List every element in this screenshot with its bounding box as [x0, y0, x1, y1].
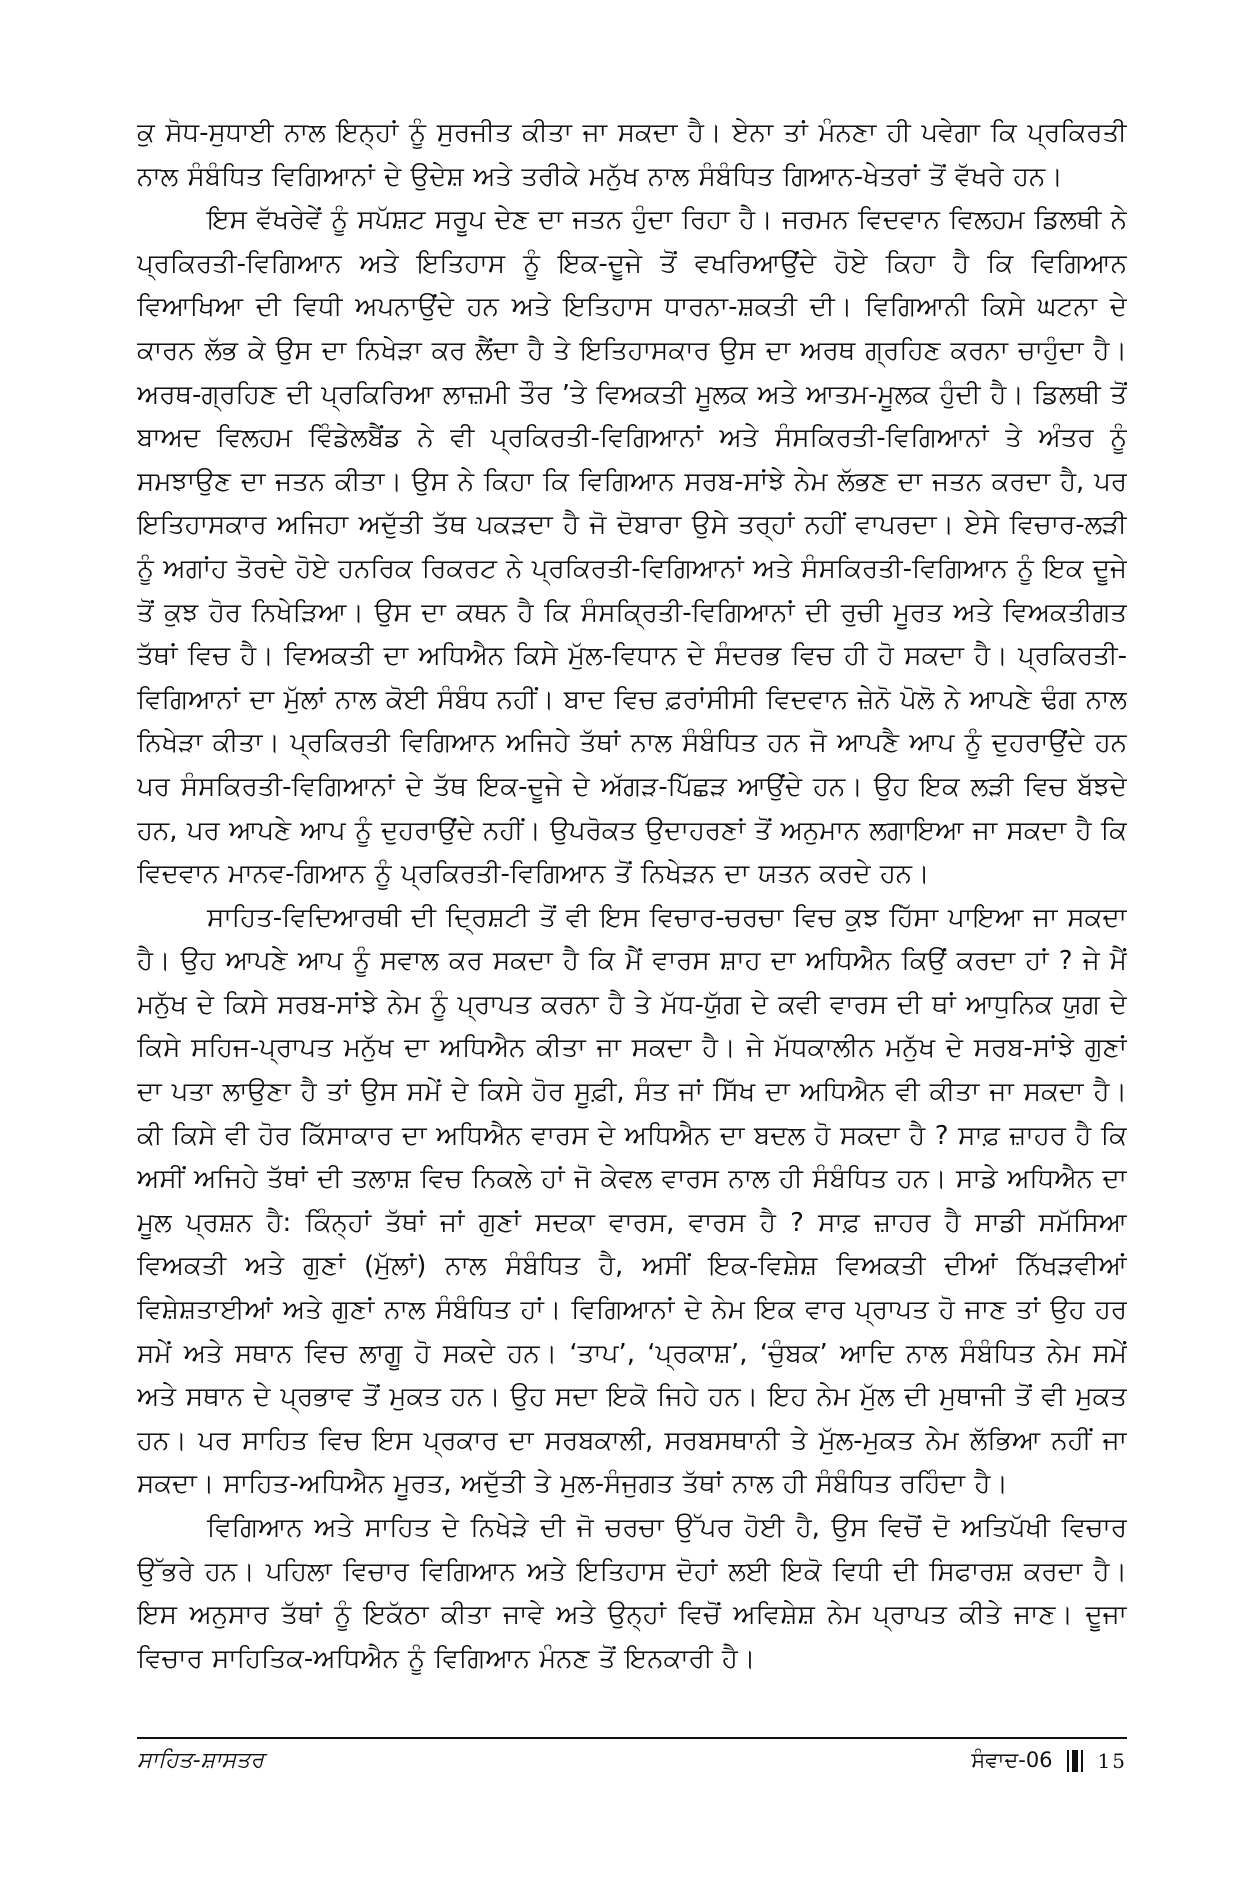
page-body-text [137, 112, 1127, 1717]
page-footer [137, 1748, 1127, 1788]
paragraph-2: ਇਸ ਵੱਖਰੇਵੇਂ ਨੂੰ ਸਪੱਸ਼ਟ ਸਰੂਪ ਦੇਣ ਦਾ ਜਤਨ ਹੁੰਦਾ ਰਿਹਾ ਹੈ। ਜਰਮਨ ਵਿਦਵਾਨ ਵਿਲਹਮ ਡਿਲਥੀ ਨੇ ਪ੍ਰਕਿਰਤੀ-ਵਿਗਿਆਨ ਅਤੇ ਇਤਿਹਾਸ ਨੂੰ ਇਕ-ਦੂਜੇ ਤੋਂ ਵਖਰਿਆਉਂਦੇ ਹੋਏ ਕਿਹਾ ਹੈ ਕਿ ਵਿਗਿਆਨ ਵਿਆਖਿਆ ਦੀ ਵਿਧੀ ਅਪਨਾਉਂਦੇ ਹਨ ਅਤੇ ਇਤਿਹਾਸ ਧਾਰਨਾ-ਸ਼ਕਤੀ ਦੀ। ਵਿਗਿਆਨੀ ਕਿਸੇ ਘਟਨਾ ਦੇ ਕਾਰਨ ਲੱਭ ਕੇ ਉਸ ਦਾ ਨਿਖੇੜਾ ਕਰ ਲੈਂਦਾ ਹੈ ਤੇ ਇਤਿਹਾਸਕਾਰ ਉਸ ਦਾ ਅਰਥ ਗ੍ਰਹਿਣ ਕਰਨਾ ਚਾਹੁੰਦਾ ਹੈ। ਅਰਥ-ਗ੍ਰਹਿਣ ਦੀ ਪ੍ਰਕਿਰਿਆ ਲਾਜ਼ਮੀ ਤੌਰ ’ਤੇ ਵਿਅਕਤੀ ਮੂਲਕ ਅਤੇ ਆਤਮ-ਮੂਲਕ ਹੁੰਦੀ ਹੈ। ਡਿਲਥੀ ਤੋਂ ਬਾਅਦ ਵਿਲਹਮ ਵਿੰਡੇਲਬੈਂਡ ਨੇ ਵੀ ਪ੍ਰਕਿਰਤੀ-ਵਿਗਿਆਨਾਂ ਅਤੇ ਸੰਸਕਿਰਤੀ-ਵਿਗਿਆਨਾਂ ਤੇ ਅੰਤਰ ਨੂੰ ਸਮਝਾਉਣ ਦਾ ਜਤਨ ਕੀਤਾ। ਉਸ ਨੇ ਕਿਹਾ ਕਿ ਵਿਗਿਆਨ ਸਰਬ-ਸਾਂਝੇ ਨੇਮ ਲੱਭਣ ਦਾ ਜਤਨ ਕਰਦਾ ਹੈ, ਪਰ ਇਤਿਹਾਸਕਾਰ ਅਜਿਹਾ ਅਦੁੱਤੀ ਤੱਥ ਪਕੜਦਾ ਹੈ ਜੋ ਦੋਬਾਰਾ ਉਸੇ ਤਰ੍ਹਾਂ ਨਹੀਂ ਵਾਪਰਦਾ। ਏਸੇ ਵਿਚਾਰ-ਲੜੀ ਨੂੰ ਅਗਾਂਹ ਤੋਰਦੇ ਹੋਏ ਹਨਰਿਕ ਰਿਕਰਟ ਨੇ ਪ੍ਰਕਿਰਤੀ-ਵਿਗਿਆਨਾਂ ਅਤੇ ਸੰਸਕਿਰਤੀ-ਵਿਗਿਆਨ ਨੂੰ ਇਕ ਦੂਜੇ ਤੋਂ ਕੁਝ ਹੋਰ ਨਿਖੇੜਿਆ। ਉਸ ਦਾ ਕਥਨ ਹੈ ਕਿ ਸੰਸਕ੍ਰਿਤੀ-ਵਿਗਿਆਨਾਂ ਦੀ ਰੁਚੀ ਮੂਰਤ ਅਤੇ ਵਿਅਕਤੀਗਤ ਤੱਥਾਂ ਵਿਚ ਹੈ। ਵਿਅਕਤੀ ਦਾ ਅਧਿਐਨ ਕਿਸੇ ਮੁੱਲ-ਵਿਧਾਨ ਦੇ ਸੰਦਰਭ ਵਿਚ ਹੀ ਹੋ ਸਕਦਾ ਹੈ। ਪ੍ਰਕਿਰਤੀ-ਵਿਗਿਆਨਾਂ ਦਾ ਮੁੱਲਾਂ ਨਾਲ ਕੋਈ ਸੰਬੰਧ ਨਹੀਂ। ਬਾਦ ਵਿਚ ਫ਼ਰਾਂਸੀਸੀ ਵਿਦਵਾਨ ਜ਼ੇਨੋ ਪੋਲੋ ਨੇ ਆਪਣੇ ਢੰਗ ਨਾਲ ਨਿਖੇੜਾ ਕੀਤਾ। ਪ੍ਰਕਿਰਤੀ ਵਿਗਿਆਨ ਅਜਿਹੇ ਤੱਥਾਂ ਨਾਲ ਸੰਬੰਧਿਤ ਹਨ ਜੋ ਆਪਣੈ ਆਪ ਨੂੰ ਦੁਹਰਾਉਂਦੇ ਹਨ ਪਰ ਸੰਸਕਿਰਤੀ-ਵਿਗਿਆਨਾਂ ਦੇ ਤੱਥ ਇਕ-ਦੂਜੇ ਦੇ ਅੱਗੜ-ਪਿੱਛੜ ਆਉਂਦੇ ਹਨ। ਉਹ ਇਕ ਲੜੀ ਵਿਚ ਬੱਝਦੇ ਹਨ, ਪਰ ਆਪਣੇ ਆਪ ਨੂੰ ਦੁਹਰਾਉਂਦੇ ਨਹੀਂ। ਉਪਰੋਕਤ ਉਦਾਹਰਣਾਂ ਤੋਂ ਅਨੁਮਾਨ ਲਗਾਇਆ ਜਾ ਸਕਦਾ ਹੈ ਕਿ ਵਿਦਵਾਨ ਮਾਨਵ-ਗਿਆਨ ਨੂੰ ਪ੍ਰਕਿਰਤੀ-ਵਿਗਿਆਨ ਤੋਂ ਨਿਖੇੜਨ ਦਾ ਯਤਨ ਕਰਦੇ ਹਨ। [137, 205, 1127, 890]
footer-divider-line [137, 1737, 1127, 1739]
page-number: 15 [1097, 1748, 1127, 1773]
paragraph-1: ਕੁ ਸੋਧ-ਸੁਧਾਈ ਨਾਲ ਇਨ੍ਹਾਂ ਨੂੰ ਸੁਰਜੀਤ ਕੀਤਾ ਜਾ ਸਕਦਾ ਹੈ। ਏਨਾ ਤਾਂ ਮੰਨਣਾ ਹੀ ਪਵੇਗਾ ਕਿ ਪ੍ਰਕਿਰਤੀ ਨਾਲ ਸੰਬੰਧਿਤ ਵਿਗਿਆਨਾਂ ਦੇ ਉਦੇਸ਼ ਅਤੇ ਤਰੀਕੇ ਮਨੁੱਖ ਨਾਲ ਸੰਬੰਧਿਤ ਗਿਆਨ-ਖੇਤਰਾਂ ਤੋਂ ਵੱਖਰੇ ਹਨ। [137, 118, 1127, 192]
footer-right-group [971, 1748, 1127, 1773]
paragraph-3: ਸਾਹਿਤ-ਵਿਦਿਆਰਥੀ ਦੀ ਦ੍ਰਿਸ਼ਟੀ ਤੋਂ ਵੀ ਇਸ ਵਿਚਾਰ-ਚਰਚਾ ਵਿਚ ਕੁਝ ਹਿੱਸਾ ਪਾਇਆ ਜਾ ਸਕਦਾ ਹੈ। ਉਹ ਆਪਣੇ ਆਪ ਨੂੰ ਸਵਾਲ ਕਰ ਸਕਦਾ ਹੈ ਕਿ ਮੈਂ ਵਾਰਸ ਸ਼ਾਹ ਦਾ ਅਧਿਐਨ ਕਿਉਂ ਕਰਦਾ ਹਾਂ ? ਜੇ ਮੈਂ ਮਨੁੱਖ ਦੇ ਕਿਸੇ ਸਰਬ-ਸਾਂਝੇ ਨੇਮ ਨੂੰ ਪ੍ਰਾਪਤ ਕਰਨਾ ਹੈ ਤੇ ਮੱਧ-ਯੁੱਗ ਦੇ ਕਵੀ ਵਾਰਸ ਦੀ ਥਾਂ ਆਧੁਨਿਕ ਯੁਗ ਦੇ ਕਿਸੇ ਸਹਿਜ-ਪ੍ਰਾਪਤ ਮਨੁੱਖ ਦਾ ਅਧਿਐਨ ਕੀਤਾ ਜਾ ਸਕਦਾ ਹੈ। ਜੇ ਮੱਧਕਾਲੀਨ ਮਨੁੱਖ ਦੇ ਸਰਬ-ਸਾਂਝੇ ਗੁਣਾਂ ਦਾ ਪਤਾ ਲਾਉਣਾ ਹੈ ਤਾਂ ਉਸ ਸਮੇਂ ਦੇ ਕਿਸੇ ਹੋਰ ਸੂਫ਼ੀ, ਸੰਤ ਜਾਂ ਸਿੱਖ ਦਾ ਅਧਿਐਨ ਵੀ ਕੀਤਾ ਜਾ ਸਕਦਾ ਹੈ। ਕੀ ਕਿਸੇ ਵੀ ਹੋਰ ਕਿੱਸਾਕਾਰ ਦਾ ਅਧਿਐਨ ਵਾਰਸ ਦੇ ਅਧਿਐਨ ਦਾ ਬਦਲ ਹੋ ਸਕਦਾ ਹੈ ? ਸਾਫ਼ ਜ਼ਾਹਰ ਹੈ ਕਿ ਅਸੀਂ ਅਜਿਹੇ ਤੱਥਾਂ ਦੀ ਤਲਾਸ਼ ਵਿਚ ਨਿਕਲੇ ਹਾਂ ਜੋ ਕੇਵਲ ਵਾਰਸ ਨਾਲ ਹੀ ਸੰਬੰਧਿਤ ਹਨ। ਸਾਡੇ ਅਧਿਐਨ ਦਾ ਮੂਲ ਪ੍ਰਸ਼ਨ ਹੈ: ਕਿੰਨ੍ਹਾਂ ਤੱਥਾਂ ਜਾਂ ਗੁਣਾਂ ਸਦਕਾ ਵਾਰਸ, ਵਾਰਸ ਹੈ ? ਸਾਫ਼ ਜ਼ਾਹਰ ਹੈ ਸਾਡੀ ਸਮੱਸਿਆ ਵਿਅਕਤੀ ਅਤੇ ਗੁਣਾਂ (ਮੁੱਲਾਂ) ਨਾਲ ਸੰਬੰਧਿਤ ਹੈ, ਅਸੀਂ ਇਕ-ਵਿਸ਼ੇਸ਼ ਵਿਅਕਤੀ ਦੀਆਂ ਨਿੱਖੜਵੀਆਂ ਵਿਸ਼ੇਸ਼ਤਾਈਆਂ ਅਤੇ ਗੁਣਾਂ ਨਾਲ ਸੰਬੰਧਿਤ ਹਾਂ। ਵਿਗਿਆਨਾਂ ਦੇ ਨੇਮ ਇਕ ਵਾਰ ਪ੍ਰਾਪਤ ਹੋ ਜਾਣ ਤਾਂ ਉਹ ਹਰ ਸਮੇਂ ਅਤੇ ਸਥਾਨ ਵਿਚ ਲਾਗੂ ਹੋ ਸਕਦੇ ਹਨ। ‘ਤਾਪ’, ‘ਪ੍ਰਕਾਸ਼’, ‘ਚੁੰਬਕ’ ਆਦਿ ਨਾਲ ਸੰਬੰਧਿਤ ਨੇਮ ਸਮੇਂ ਅਤੇ ਸਥਾਨ ਦੇ ਪ੍ਰਭਾਵ ਤੋਂ ਮੁਕਤ ਹਨ। ਉਹ ਸਦਾ ਇਕੋ ਜਿਹੇ ਹਨ। ਇਹ ਨੇਮ ਮੁੱਲ ਦੀ ਮੁਥਾਜੀ ਤੋਂ ਵੀ ਮੁਕਤ ਹਨ। ਪਰ ਸਾਹਿਤ ਵਿਚ ਇਸ ਪ੍ਰਕਾਰ ਦਾ ਸਰਬਕਾਲੀ, ਸਰਬਸਥਾਨੀ ਤੇ ਮੁੱਲ-ਮੁਕਤ ਨੇਮ ਲੱਭਿਆ ਨਹੀਂ ਜਾ ਸਕਦਾ। ਸਾਹਿਤ-ਅਧਿਐਨ ਮੂਰਤ, ਅਦੁੱਤੀ ਤੇ ਮੁਲ-ਸੰਜੁਗਤ ਤੱਥਾਂ ਨਾਲ ਹੀ ਸੰਬੰਧਿਤ ਰਹਿੰਦਾ ਹੈ। [137, 902, 1127, 1500]
running-title: ਸਾਹਿਤ-ਸ਼ਾਸਤਰ [137, 1748, 264, 1773]
paragraph-4: ਵਿਗਿਆਨ ਅਤੇ ਸਾਹਿਤ ਦੇ ਨਿਖੇੜੇ ਦੀ ਜੋ ਚਰਚਾ ਉੱਪਰ ਹੋਈ ਹੈ, ਉਸ ਵਿਚੋਂ ਦੋ ਅਤਿਪੱਖੀ ਵਿਚਾਰ ਉੱਭਰੇ ਹਨ। ਪਹਿਲਾ ਵਿਚਾਰ ਵਿਗਿਆਨ ਅਤੇ ਇਤਿਹਾਸ ਦੋਹਾਂ ਲਈ ਇਕੋ ਵਿਧੀ ਦੀ ਸਿਫਾਰਸ਼ ਕਰਦਾ ਹੈ। ਇਸ ਅਨੁਸਾਰ ਤੱਥਾਂ ਨੂੰ ਇਕੱਠਾ ਕੀਤਾ ਜਾਵੇ ਅਤੇ ਉਨ੍ਹਾਂ ਵਿਚੋਂ ਅਵਿਸ਼ੇਸ਼ ਨੇਮ ਪ੍ਰਾਪਤ ਕੀਤੇ ਜਾਣ। ਦੂਜਾ ਵਿਚਾਰ ਸਾਹਿਤਿਕ-ਅਧਿਐਨ ਨੂੰ ਵਿਗਿਆਨ ਮੰਨਣ ਤੋਂ ਇਨਕਾਰੀ ਹੈ। [137, 1513, 1127, 1674]
triple-bar-icon [1067, 1749, 1086, 1773]
issue-label: ਸੰਵਾਦ-06 [971, 1748, 1053, 1772]
